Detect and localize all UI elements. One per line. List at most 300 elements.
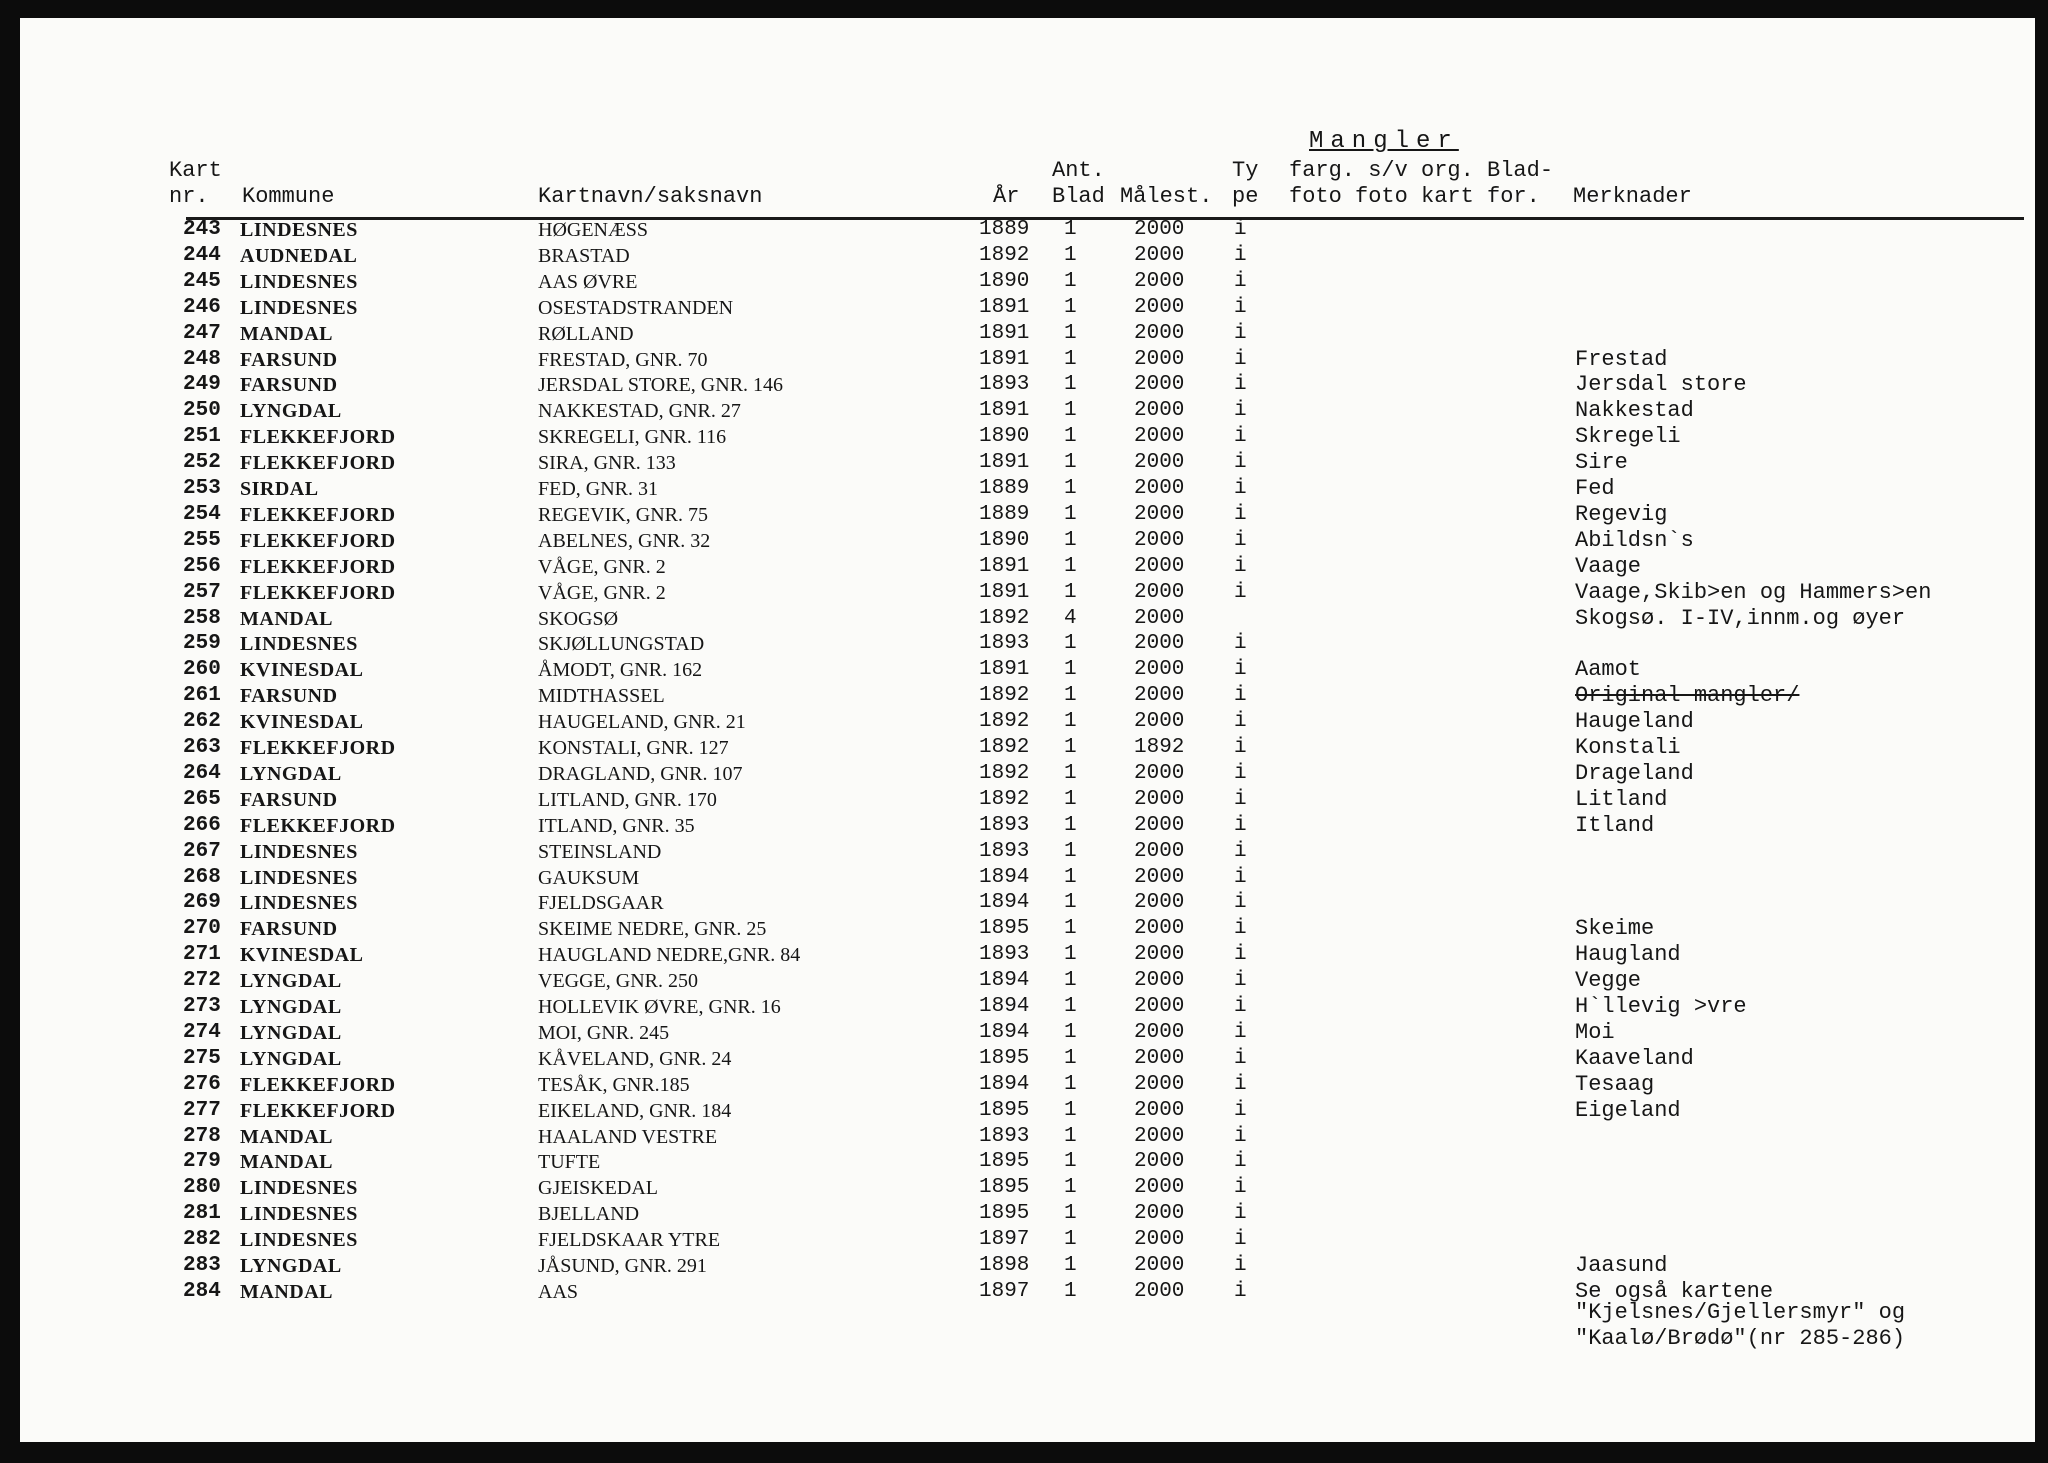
cell-kommune: LINDESNES bbox=[240, 892, 358, 915]
header-kommune: Kommune bbox=[242, 184, 335, 209]
cell-kommune: LINDESNES bbox=[240, 296, 358, 319]
cell-kart-nr: 263 bbox=[183, 736, 221, 759]
cell-ant-blad: 1 bbox=[1064, 1176, 1077, 1200]
cell-kart-nr: 243 bbox=[183, 218, 221, 241]
cell-kommune: FLEKKEFJORD bbox=[240, 452, 396, 475]
cell-malestokk: 2000 bbox=[1134, 943, 1185, 967]
header-mangler-cols: farg. s/v org. Blad- foto foto kart for. bbox=[1289, 158, 1554, 209]
cell-aar: 1897 bbox=[979, 1279, 1030, 1303]
cell-kommune: AUDNEDAL bbox=[240, 244, 358, 267]
cell-malestokk: 2000 bbox=[1134, 502, 1185, 526]
table-row bbox=[0, 528, 2015, 554]
cell-type: i bbox=[1234, 969, 1247, 993]
table-row bbox=[0, 709, 2015, 735]
table-row bbox=[0, 1020, 2015, 1046]
cell-merknad: Nakkestad bbox=[1575, 398, 1694, 424]
cell-aar: 1891 bbox=[979, 554, 1030, 578]
cell-merknad: Regevig bbox=[1575, 501, 1668, 527]
cell-aar: 1894 bbox=[979, 865, 1030, 889]
cell-kommune: LYNGDAL bbox=[240, 400, 342, 423]
table-row bbox=[0, 865, 2015, 891]
cell-ant-blad: 1 bbox=[1064, 865, 1077, 889]
cell-malestokk: 2000 bbox=[1134, 995, 1185, 1018]
cell-aar: 1894 bbox=[979, 1072, 1030, 1096]
cell-kommune: LYNGDAL bbox=[240, 970, 342, 993]
cell-type: i bbox=[1234, 1254, 1247, 1277]
cell-aar: 1897 bbox=[979, 1228, 1030, 1252]
cell-kartnavn: SKJØLLUNGSTAD bbox=[538, 633, 705, 656]
cell-aar: 1890 bbox=[979, 425, 1030, 449]
cell-malestokk: 2000 bbox=[1134, 1254, 1185, 1277]
cell-malestokk: 2000 bbox=[1134, 891, 1185, 915]
cell-kommune: MANDAL bbox=[240, 1280, 333, 1303]
cell-kartnavn: FJELDSGAAR bbox=[538, 892, 664, 915]
cell-type: i bbox=[1234, 917, 1247, 941]
cell-kart-nr: 252 bbox=[183, 451, 221, 475]
cell-ant-blad: 1 bbox=[1064, 917, 1077, 941]
header-mangler: Mangler bbox=[1309, 128, 1459, 155]
cell-kommune: FLEKKEFJORD bbox=[240, 1073, 396, 1096]
cell-ant-blad: 1 bbox=[1064, 761, 1077, 785]
cell-kart-nr: 244 bbox=[183, 243, 221, 267]
cell-malestokk: 2000 bbox=[1134, 373, 1185, 397]
cell-type: i bbox=[1234, 839, 1247, 863]
cell-malestokk: 2000 bbox=[1134, 218, 1185, 241]
cell-kommune: KVINESDAL bbox=[240, 659, 364, 682]
cell-kart-nr: 248 bbox=[183, 347, 221, 371]
cell-kart-nr: 256 bbox=[183, 554, 221, 578]
extra-note-1: "Kjelsnes/Gjellersmyr" og bbox=[1575, 1300, 1906, 1325]
table-row bbox=[0, 942, 2015, 968]
cell-ant-blad: 1 bbox=[1064, 580, 1077, 604]
header-type: Ty pe bbox=[1232, 158, 1259, 209]
cell-kommune: FLEKKEFJORD bbox=[240, 503, 396, 526]
cell-kart-nr: 259 bbox=[183, 632, 221, 656]
cell-ant-blad: 1 bbox=[1064, 1098, 1077, 1122]
cell-malestokk: 2000 bbox=[1134, 554, 1185, 578]
cell-kartnavn: ÅMODT, GNR. 162 bbox=[538, 659, 703, 682]
cell-merknad: Frestad bbox=[1575, 346, 1668, 372]
cell-ant-blad: 1 bbox=[1064, 710, 1077, 734]
cell-type: i bbox=[1234, 865, 1247, 889]
cell-kommune: FLEKKEFJORD bbox=[240, 529, 396, 552]
cell-kartnavn: KONSTALI, GNR. 127 bbox=[538, 737, 729, 759]
table-row bbox=[0, 1253, 2015, 1279]
cell-ant-blad: 1 bbox=[1064, 1150, 1077, 1174]
cell-aar: 1895 bbox=[979, 1176, 1030, 1200]
cell-aar: 1889 bbox=[979, 218, 1030, 241]
cell-merknad: Litland bbox=[1575, 786, 1668, 812]
cell-ant-blad: 1 bbox=[1064, 736, 1077, 759]
cell-malestokk: 2000 bbox=[1134, 399, 1185, 423]
cell-kommune: LINDESNES bbox=[240, 840, 358, 863]
cell-kart-nr: 280 bbox=[183, 1176, 221, 1200]
cell-type: i bbox=[1234, 347, 1247, 371]
cell-ant-blad: 1 bbox=[1064, 528, 1077, 552]
cell-ant-blad: 1 bbox=[1064, 269, 1077, 293]
cell-ant-blad: 1 bbox=[1064, 1072, 1077, 1096]
cell-merknad: Fed bbox=[1575, 476, 1615, 501]
cell-ant-blad: 1 bbox=[1064, 373, 1077, 397]
cell-aar: 1891 bbox=[979, 658, 1030, 682]
cell-malestokk: 2000 bbox=[1134, 917, 1185, 941]
cell-kartnavn: JÅSUND, GNR. 291 bbox=[538, 1255, 707, 1277]
table-row bbox=[0, 657, 2015, 683]
cell-malestokk: 2000 bbox=[1134, 787, 1185, 811]
cell-kartnavn: SKOGSØ bbox=[538, 607, 619, 630]
cell-aar: 1892 bbox=[979, 736, 1030, 759]
cell-type: i bbox=[1234, 1046, 1247, 1070]
cell-aar: 1893 bbox=[979, 943, 1030, 967]
cell-malestokk: 2000 bbox=[1134, 243, 1185, 267]
cell-kart-nr: 249 bbox=[183, 373, 221, 397]
cell-kartnavn: HAUGLAND NEDRE,GNR. 84 bbox=[538, 944, 801, 967]
cell-malestokk: 1892 bbox=[1134, 736, 1185, 759]
cell-kart-nr: 265 bbox=[183, 787, 221, 811]
cell-aar: 1890 bbox=[979, 269, 1030, 293]
cell-kartnavn: EIKELAND, GNR. 184 bbox=[538, 1099, 732, 1122]
table-row bbox=[0, 787, 2015, 813]
cell-ant-blad: 1 bbox=[1064, 321, 1077, 345]
cell-kart-nr: 273 bbox=[183, 995, 221, 1018]
cell-kart-nr: 283 bbox=[183, 1254, 221, 1277]
cell-aar: 1891 bbox=[979, 580, 1030, 604]
table-row bbox=[0, 217, 2015, 243]
cell-aar: 1892 bbox=[979, 243, 1030, 267]
cell-merknad: Se også kartene bbox=[1575, 1278, 1774, 1304]
cell-kommune: KVINESDAL bbox=[240, 944, 364, 967]
cell-malestokk: 2000 bbox=[1134, 969, 1185, 993]
cell-kartnavn: HAUGELAND, GNR. 21 bbox=[538, 711, 746, 734]
cell-malestokk: 2000 bbox=[1134, 684, 1185, 708]
cell-malestokk: 2000 bbox=[1134, 632, 1185, 656]
cell-aar: 1891 bbox=[979, 399, 1030, 423]
cell-kommune: FLEKKEFJORD bbox=[240, 426, 396, 449]
cell-kommune: FARSUND bbox=[240, 918, 338, 941]
cell-aar: 1894 bbox=[979, 995, 1030, 1018]
cell-ant-blad: 1 bbox=[1064, 658, 1077, 682]
cell-ant-blad: 4 bbox=[1064, 606, 1077, 630]
cell-aar: 1895 bbox=[979, 917, 1030, 941]
cell-ant-blad: 1 bbox=[1064, 787, 1077, 811]
cell-kommune: KVINESDAL bbox=[240, 711, 364, 734]
cell-kommune: LYNGDAL bbox=[240, 1255, 342, 1277]
cell-type: i bbox=[1234, 995, 1247, 1018]
table-row bbox=[0, 347, 2015, 373]
cell-kartnavn: MOI, GNR. 245 bbox=[538, 1021, 670, 1044]
cell-malestokk: 2000 bbox=[1134, 425, 1185, 449]
cell-kartnavn: HOLLEVIK ØVRE, GNR. 16 bbox=[538, 996, 781, 1018]
cell-malestokk: 2000 bbox=[1134, 761, 1185, 785]
cell-aar: 1895 bbox=[979, 1046, 1030, 1070]
cell-kommune: FLEKKEFJORD bbox=[240, 814, 396, 837]
cell-kart-nr: 274 bbox=[183, 1020, 221, 1044]
cell-ant-blad: 1 bbox=[1064, 943, 1077, 967]
cell-type: i bbox=[1234, 1072, 1247, 1096]
cell-type: i bbox=[1234, 218, 1247, 241]
cell-kommune: LINDESNES bbox=[240, 270, 358, 293]
cell-malestokk: 2000 bbox=[1134, 710, 1185, 734]
cell-kartnavn: MIDTHASSEL bbox=[538, 685, 665, 708]
cell-kartnavn: SKREGELI, GNR. 116 bbox=[538, 426, 727, 449]
cell-type: i bbox=[1234, 761, 1247, 785]
header-ant-blad: Ant. Blad bbox=[1052, 158, 1105, 209]
header-malestokk: Målest. bbox=[1120, 184, 1213, 209]
cell-kartnavn: TUFTE bbox=[538, 1151, 601, 1174]
cell-aar: 1893 bbox=[979, 632, 1030, 656]
cell-kartnavn: GJEISKEDAL bbox=[538, 1177, 658, 1200]
cell-type: i bbox=[1234, 787, 1247, 811]
table-row bbox=[0, 735, 2015, 761]
cell-ant-blad: 1 bbox=[1064, 1046, 1077, 1070]
cell-kommune: FARSUND bbox=[240, 348, 338, 371]
cell-aar: 1893 bbox=[979, 839, 1030, 863]
cell-aar: 1895 bbox=[979, 1202, 1030, 1226]
cell-kartnavn: OSESTADSTRANDEN bbox=[538, 296, 734, 319]
cell-type: i bbox=[1234, 1098, 1247, 1122]
cell-merknad: Abildsn`s bbox=[1575, 527, 1694, 553]
cell-kart-nr: 276 bbox=[183, 1072, 221, 1096]
cell-kart-nr: 275 bbox=[183, 1046, 221, 1070]
cell-ant-blad: 1 bbox=[1064, 295, 1077, 319]
cell-kart-nr: 269 bbox=[183, 891, 221, 915]
cell-merknad: Drageland bbox=[1575, 760, 1694, 786]
cell-kommune: MANDAL bbox=[240, 1125, 333, 1148]
cell-merknad: Skeime bbox=[1575, 916, 1655, 942]
cell-kart-nr: 281 bbox=[183, 1202, 221, 1226]
cell-malestokk: 2000 bbox=[1134, 1279, 1185, 1303]
cell-aar: 1893 bbox=[979, 1124, 1030, 1148]
cell-malestokk: 2000 bbox=[1134, 451, 1185, 475]
cell-kommune: LINDESNES bbox=[240, 1177, 358, 1200]
table-row bbox=[0, 269, 2015, 295]
table-row bbox=[0, 994, 2015, 1020]
cell-kartnavn: DRAGLAND, GNR. 107 bbox=[538, 762, 743, 785]
cell-kart-nr: 247 bbox=[183, 321, 221, 345]
cell-ant-blad: 1 bbox=[1064, 995, 1077, 1018]
cell-kartnavn: BRASTAD bbox=[538, 244, 630, 267]
cell-merknad: Vegge bbox=[1575, 968, 1642, 994]
cell-aar: 1892 bbox=[979, 787, 1030, 811]
cell-malestokk: 2000 bbox=[1134, 1202, 1185, 1226]
cell-kartnavn: REGEVIK, GNR. 75 bbox=[538, 503, 708, 526]
cell-aar: 1889 bbox=[979, 477, 1030, 500]
table-row bbox=[0, 761, 2015, 787]
cell-malestokk: 2000 bbox=[1134, 839, 1185, 863]
extra-note-2: "Kaalø/Brødø"(nr 285-286) bbox=[1575, 1326, 1906, 1351]
cell-kommune: MANDAL bbox=[240, 322, 333, 345]
table-row bbox=[0, 243, 2015, 269]
cell-type: i bbox=[1234, 891, 1247, 915]
cell-type: i bbox=[1234, 528, 1247, 552]
cell-kommune: FARSUND bbox=[240, 685, 338, 708]
cell-type: i bbox=[1234, 1176, 1247, 1200]
table-row bbox=[0, 450, 2015, 476]
cell-malestokk: 2000 bbox=[1134, 1150, 1185, 1174]
cell-merknad: Kaaveland bbox=[1575, 1045, 1694, 1071]
cell-kommune: FLEKKEFJORD bbox=[240, 737, 396, 759]
table-row bbox=[0, 398, 2015, 424]
cell-kartnavn: AAS ØVRE bbox=[538, 270, 638, 293]
table-row bbox=[0, 1124, 2015, 1150]
cell-kommune: MANDAL bbox=[240, 1151, 333, 1174]
cell-kommune: LINDESNES bbox=[240, 1229, 358, 1252]
cell-aar: 1891 bbox=[979, 321, 1030, 345]
cell-malestokk: 2000 bbox=[1134, 347, 1185, 371]
header-kart-nr: Kart nr. bbox=[169, 158, 222, 209]
cell-kart-nr: 264 bbox=[183, 761, 221, 785]
table-row bbox=[0, 1201, 2015, 1227]
cell-type: i bbox=[1234, 943, 1247, 967]
cell-type: i bbox=[1234, 580, 1247, 604]
cell-merknad: Vaage,Skib>en og Hammers>en bbox=[1575, 579, 1932, 605]
cell-type: i bbox=[1234, 1124, 1247, 1148]
header-merknader: Merknader bbox=[1573, 184, 1692, 209]
cell-kommune: FARSUND bbox=[240, 788, 338, 811]
cell-malestokk: 2000 bbox=[1134, 269, 1185, 293]
cell-kart-nr: 255 bbox=[183, 528, 221, 552]
cell-aar: 1891 bbox=[979, 347, 1030, 371]
cell-kartnavn: ITLAND, GNR. 35 bbox=[538, 814, 695, 837]
table-row bbox=[0, 476, 2015, 502]
cell-ant-blad: 1 bbox=[1064, 1228, 1077, 1252]
cell-malestokk: 2000 bbox=[1134, 658, 1185, 682]
cell-kartnavn: STEINSLAND bbox=[538, 840, 662, 863]
cell-merknad: Moi bbox=[1575, 1019, 1615, 1045]
cell-type: i bbox=[1234, 710, 1247, 734]
cell-ant-blad: 1 bbox=[1064, 813, 1077, 837]
cell-kart-nr: 253 bbox=[183, 477, 221, 500]
cell-kartnavn: GAUKSUM bbox=[538, 866, 640, 889]
cell-type: i bbox=[1234, 813, 1247, 837]
cell-kommune: FLEKKEFJORD bbox=[240, 581, 396, 604]
cell-kart-nr: 251 bbox=[183, 425, 221, 449]
header-aar: År bbox=[993, 184, 1020, 209]
cell-kartnavn: FRESTAD, GNR. 70 bbox=[538, 348, 708, 371]
table-row bbox=[0, 606, 2015, 632]
cell-malestokk: 2000 bbox=[1134, 1098, 1185, 1122]
table-row bbox=[0, 1227, 2015, 1253]
cell-merknad: Original mangler/ bbox=[1575, 683, 1800, 709]
cell-type: i bbox=[1234, 632, 1247, 656]
cell-kart-nr: 279 bbox=[183, 1150, 221, 1174]
cell-type: i bbox=[1234, 321, 1247, 345]
cell-type: i bbox=[1234, 477, 1247, 500]
cell-type: i bbox=[1234, 658, 1247, 682]
cell-type: i bbox=[1234, 684, 1247, 708]
cell-ant-blad: 1 bbox=[1064, 969, 1077, 993]
table-row bbox=[0, 372, 2015, 398]
cell-merknad: Haugland bbox=[1575, 942, 1681, 968]
cell-aar: 1891 bbox=[979, 295, 1030, 319]
cell-ant-blad: 1 bbox=[1064, 891, 1077, 915]
cell-ant-blad: 1 bbox=[1064, 1124, 1077, 1148]
cell-kart-nr: 282 bbox=[183, 1228, 221, 1252]
cell-merknad: Itland bbox=[1575, 812, 1655, 838]
cell-malestokk: 2000 bbox=[1134, 1020, 1185, 1044]
cell-kart-nr: 277 bbox=[183, 1098, 221, 1122]
cell-kommune: FARSUND bbox=[240, 374, 338, 397]
cell-aar: 1891 bbox=[979, 451, 1030, 475]
cell-kartnavn: HAALAND VESTRE bbox=[538, 1125, 718, 1148]
cell-kart-nr: 271 bbox=[183, 943, 221, 967]
cell-ant-blad: 1 bbox=[1064, 399, 1077, 423]
cell-merknad: Sire bbox=[1575, 450, 1628, 476]
cell-ant-blad: 1 bbox=[1064, 1202, 1077, 1226]
cell-kommune: LINDESNES bbox=[240, 866, 358, 889]
cell-malestokk: 2000 bbox=[1134, 1072, 1185, 1096]
cell-ant-blad: 1 bbox=[1064, 451, 1077, 475]
cell-malestokk: 2000 bbox=[1134, 865, 1185, 889]
cell-kommune: FLEKKEFJORD bbox=[240, 555, 396, 578]
table-row bbox=[0, 580, 2015, 606]
cell-kartnavn: LITLAND, GNR. 170 bbox=[538, 788, 717, 811]
table-row bbox=[0, 295, 2015, 321]
cell-aar: 1895 bbox=[979, 1150, 1030, 1174]
cell-aar: 1894 bbox=[979, 969, 1030, 993]
table-row bbox=[0, 1149, 2015, 1175]
cell-kartnavn: BJELLAND bbox=[538, 1203, 640, 1226]
cell-ant-blad: 1 bbox=[1064, 1020, 1077, 1044]
cell-aar: 1893 bbox=[979, 373, 1030, 397]
cell-type: i bbox=[1234, 399, 1247, 423]
cell-type: i bbox=[1234, 243, 1247, 267]
table-row bbox=[0, 916, 2015, 942]
cell-merknad: Aamot bbox=[1575, 657, 1642, 683]
cell-kartnavn: RØLLAND bbox=[538, 322, 634, 345]
cell-kommune: MANDAL bbox=[240, 607, 333, 630]
cell-kartnavn: SIRA, GNR. 133 bbox=[538, 452, 676, 475]
cell-malestokk: 2000 bbox=[1134, 295, 1185, 319]
cell-kart-nr: 266 bbox=[183, 813, 221, 837]
cell-merknad: Jersdal store bbox=[1575, 372, 1747, 398]
cell-type: i bbox=[1234, 1020, 1247, 1044]
cell-merknad: Tesaag bbox=[1575, 1071, 1655, 1097]
cell-aar: 1890 bbox=[979, 528, 1030, 552]
cell-kommune: LINDESNES bbox=[240, 219, 358, 241]
cell-aar: 1894 bbox=[979, 891, 1030, 915]
cell-malestokk: 2000 bbox=[1134, 1176, 1185, 1200]
table-row bbox=[0, 839, 2015, 865]
cell-kartnavn: VÅGE, GNR. 2 bbox=[538, 555, 666, 578]
cell-ant-blad: 1 bbox=[1064, 554, 1077, 578]
table-row bbox=[0, 1175, 2015, 1201]
table-row bbox=[0, 1072, 2015, 1098]
cell-type: i bbox=[1234, 451, 1247, 475]
cell-ant-blad: 1 bbox=[1064, 347, 1077, 371]
cell-merknad: Skogsø. I-IV,innm.og øyer bbox=[1575, 605, 1906, 631]
cell-kart-nr: 250 bbox=[183, 399, 221, 423]
cell-kartnavn: HØGENÆSS bbox=[538, 219, 649, 241]
cell-ant-blad: 1 bbox=[1064, 243, 1077, 267]
cell-kommune: LYNGDAL bbox=[240, 762, 342, 785]
cell-merknad: Jaasund bbox=[1575, 1253, 1668, 1278]
table-row bbox=[0, 813, 2015, 839]
cell-malestokk: 2000 bbox=[1134, 606, 1185, 630]
cell-malestokk: 2000 bbox=[1134, 580, 1185, 604]
cell-ant-blad: 1 bbox=[1064, 632, 1077, 656]
header-kartnavn: Kartnavn/saksnavn bbox=[538, 184, 763, 209]
cell-kart-nr: 270 bbox=[183, 917, 221, 941]
cell-malestokk: 2000 bbox=[1134, 813, 1185, 837]
cell-ant-blad: 1 bbox=[1064, 1254, 1077, 1277]
table-row bbox=[0, 321, 2015, 347]
cell-kartnavn: SKEIME NEDRE, GNR. 25 bbox=[538, 918, 767, 941]
cell-type: i bbox=[1234, 1150, 1247, 1174]
table-row bbox=[0, 424, 2015, 450]
cell-type: i bbox=[1234, 502, 1247, 526]
cell-kartnavn: KÅVELAND, GNR. 24 bbox=[538, 1047, 732, 1070]
